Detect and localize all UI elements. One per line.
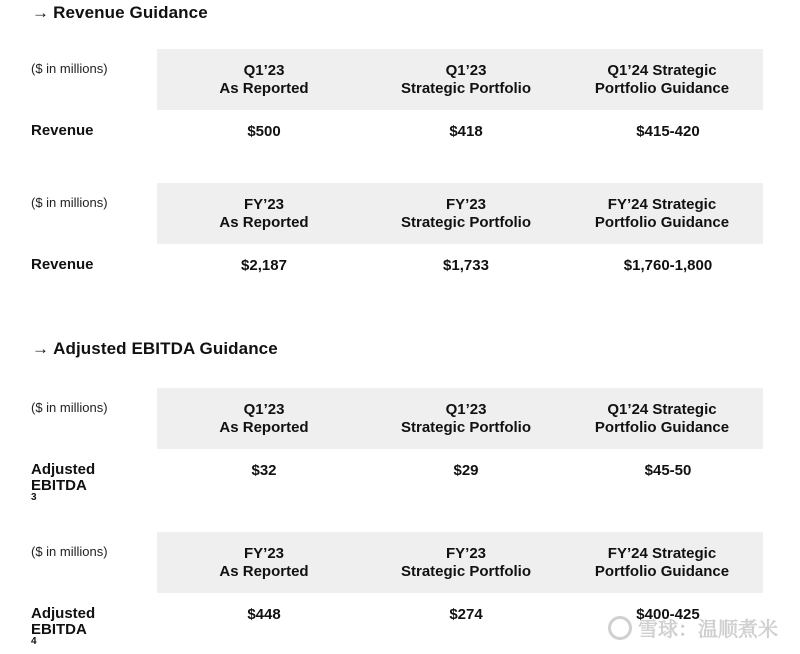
column-header-line1: Q1’23 (243, 61, 285, 79)
footnote-marker: 3 (31, 492, 37, 503)
column-header (365, 49, 567, 110)
column-header-line2: Portfolio Guidance (594, 562, 730, 580)
column-header-line2: Portfolio Guidance (594, 79, 730, 97)
row-label-text: Revenue (31, 256, 94, 273)
column-header-line2: Portfolio Guidance (594, 418, 730, 436)
unit-label: ($ in millions) (31, 195, 108, 210)
column-header (561, 532, 763, 593)
row-label-text: Adjusted (31, 605, 96, 622)
column-header (561, 183, 763, 244)
column-header-line1: FY’23 (243, 544, 285, 562)
row-label-text: EBITDA (31, 477, 87, 494)
table-cell: $1,760-1,800 (623, 257, 713, 274)
column-header (365, 388, 567, 449)
column-header (163, 183, 365, 244)
column-header-line2: Portfolio Guidance (594, 213, 730, 231)
table-header (157, 388, 763, 449)
table-header (157, 532, 763, 593)
row-label (31, 462, 95, 510)
row-label (31, 257, 94, 273)
column-header (163, 49, 365, 110)
row-label (31, 606, 95, 654)
column-header (561, 388, 763, 449)
column-header (163, 388, 365, 449)
column-header (365, 532, 567, 593)
column-header-line1: Q1’23 (445, 400, 487, 418)
column-header-line1: FY’24 Strategic (607, 544, 717, 562)
row-label-line2 (31, 478, 95, 510)
section-title-adjusted-ebitda-guidance (32, 339, 278, 359)
unit-label: ($ in millions) (31, 544, 108, 559)
watermark-text: 雪球：温顺煮米 (638, 619, 778, 641)
arrow-right-icon: → (32, 339, 50, 358)
column-header-line1: FY’23 (243, 195, 285, 213)
column-header-line2: Strategic Portfolio (400, 213, 531, 231)
row-label-line2 (31, 622, 95, 654)
row-label-text: Adjusted (31, 461, 96, 478)
snowball-logo-icon (608, 616, 632, 640)
table-cell: $274 (449, 606, 483, 623)
footnote-marker: 4 (31, 636, 37, 647)
column-header-line1: Q1’23 (445, 61, 487, 79)
table-cell: $32 (251, 462, 277, 479)
column-header-line1: FY’24 Strategic (607, 195, 717, 213)
column-header-line1: Q1’24 Strategic (607, 61, 717, 79)
unit-label: ($ in millions) (31, 400, 108, 415)
row-label-text: EBITDA (31, 621, 87, 638)
unit-label: ($ in millions) (31, 61, 108, 76)
arrow-right-icon: → (32, 3, 50, 22)
table-cell: $29 (453, 462, 479, 479)
column-header (365, 183, 567, 244)
column-header-line1: FY’23 (445, 195, 487, 213)
table-cell: $45-50 (644, 462, 692, 479)
table-header (157, 49, 763, 110)
table-cell: $448 (247, 606, 281, 623)
section-title-text: Revenue Guidance (53, 3, 208, 22)
column-header-line2: Strategic Portfolio (400, 562, 531, 580)
table-cell: $418 (449, 123, 483, 140)
column-header-line2: Strategic Portfolio (400, 79, 531, 97)
section-title-text: Adjusted EBITDA Guidance (53, 339, 278, 358)
table-cell: $415-420 (636, 123, 700, 140)
section-title-revenue-guidance (32, 3, 208, 23)
column-header (163, 532, 365, 593)
column-header-line2: As Reported (219, 79, 309, 97)
table-cell: $2,187 (241, 257, 287, 274)
column-header-line1: Q1’24 Strategic (607, 400, 717, 418)
column-header-line1: FY’23 (445, 544, 487, 562)
table-cell: $400-425 (636, 606, 700, 623)
row-label-text: Revenue (31, 122, 94, 139)
column-header-line1: Q1’23 (243, 400, 285, 418)
watermark (608, 613, 778, 642)
column-header-line2: As Reported (219, 418, 309, 436)
column-header (561, 49, 763, 110)
column-header-line2: As Reported (219, 562, 309, 580)
column-header-line2: Strategic Portfolio (400, 418, 531, 436)
column-header-line2: As Reported (219, 213, 309, 231)
table-cell: $500 (247, 123, 281, 140)
row-label (31, 123, 94, 139)
table-cell: $1,733 (443, 257, 489, 274)
table-header (157, 183, 763, 244)
